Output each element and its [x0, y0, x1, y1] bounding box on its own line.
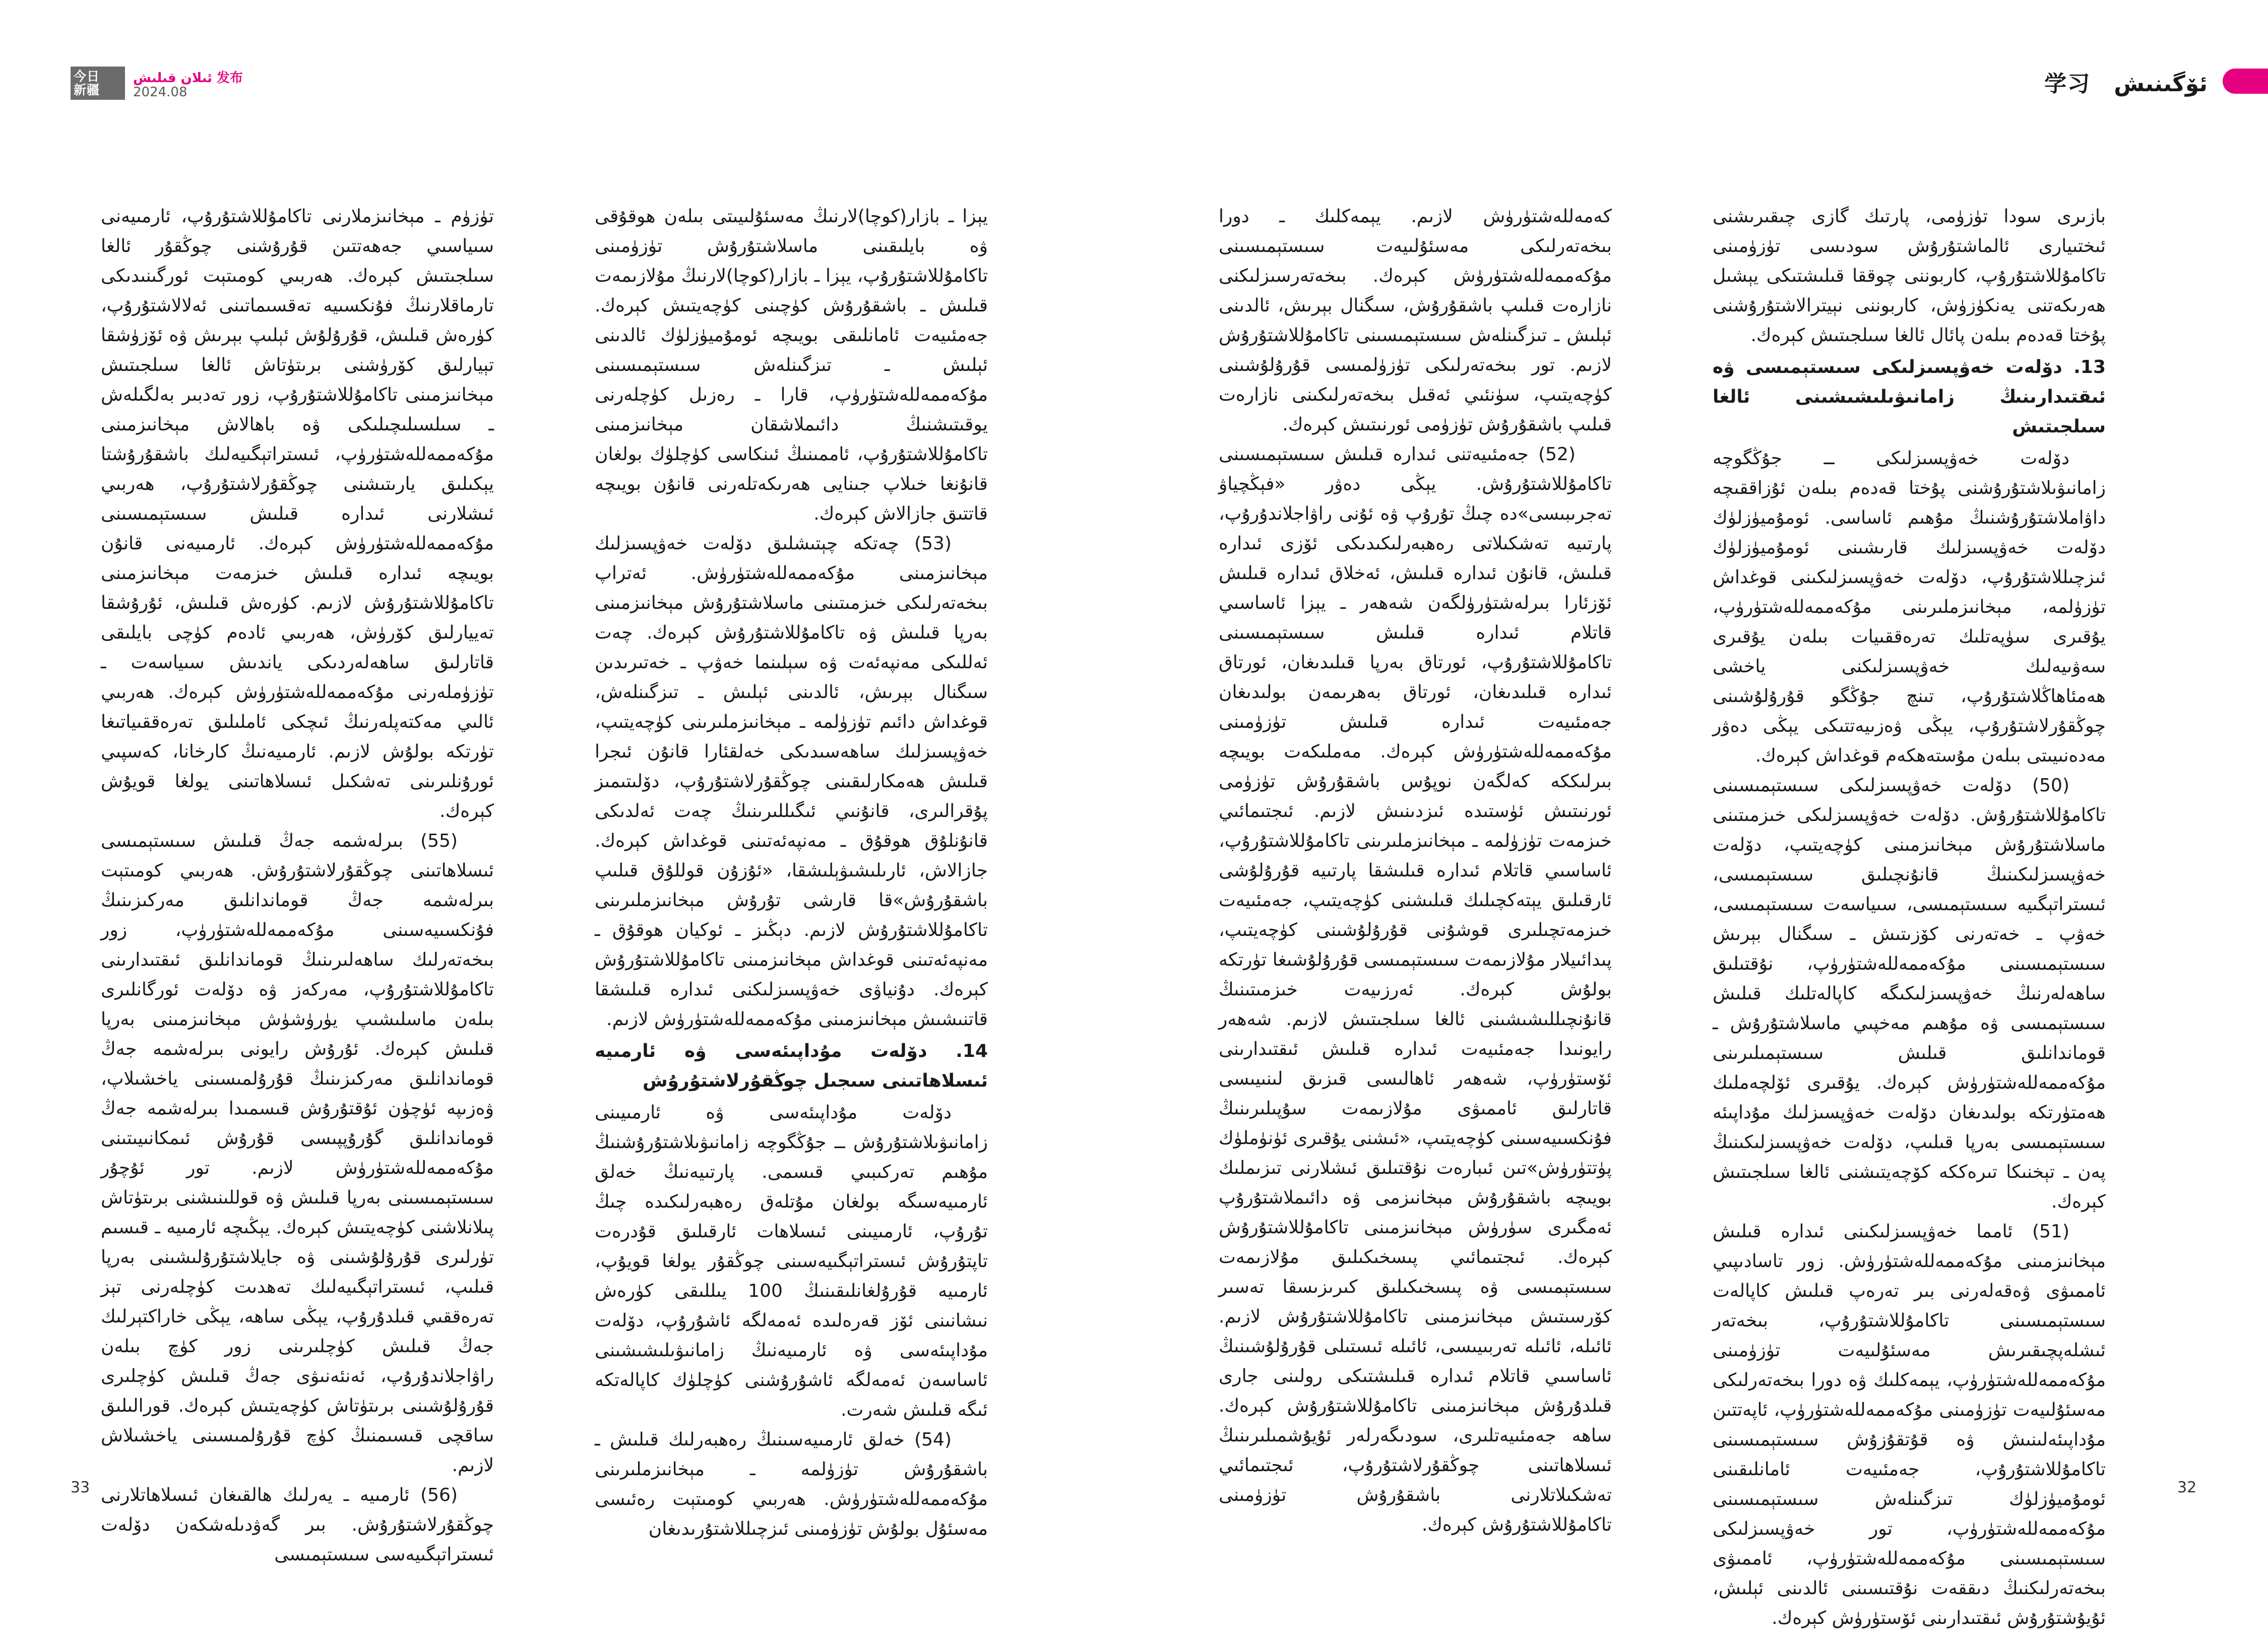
text-column-3 [1219, 202, 1612, 1535]
section-subheading: 14. دۆلەت مۇداپىئەسى ۋە ئارمىيە ئىسلاھاتىنى سىجىل چوڭقۇرلاشتۇرۇش [595, 1041, 988, 1091]
body-paragraph: (55) بىرلەشمە جەڭ قىلىش سىستېمىسى ئىسلاھاتىنى چوڭقۇرلاشتۇرۇش. ھەربىي كومىتېت بىرلەشمە جەڭ قوماندانلىق مەركىزىنىڭ فۇنكسىيەسىنى مۇكەممەللەشتۈرۈپ، زور بىخەتەرلىك ساھەلىرىنىڭ قوماندانلىق ئىقتىدارىنى تاكامۇللاشتۇرۇپ، مەركەز ۋە دۆلەت ئورگانلىرى بىلەن ماسلىشىپ يۈرۈشۈش مېخانىزمىنى بەرپا قىلىش كېرەك. ئۇرۇش رايونى بىرلەشمە جەڭ قوماندانلىق مەركىزىنىڭ قۇرۇلمىسىنى ياخشىلاپ، ۋەزىپە ئۈچۈن ئۇقتۇرۇش قىسمىدا بىرلەشمە جەڭ قوماندانلىق گۇرۇپپىسى قۇرۇش ئىمكانىيىتىنى مۇكەممەللەشتۈرۈش لازىم. تور ئۇچۇر سىستېمىسىنى بەرپا قىلىش ۋە قوللىنىشنى برىتۈتاش پىلانلاشنى كۈچەيتىش كېرەك. يېڭىچە ئارمىيە ـ قىسىم تۈرلىرى قۇرۇلۇشىنى ۋە جايلاشتۇرۇلىشىنى بەرپا قىلىپ، ئىستراتېگىيەلىك تەھدىت كۈچلەرنى تېز تەرەققىي قىلدۇرۇپ، يېڭى ساھە، يېڭى خاراكتېرلىك جەڭ قىلىش كۈچلىرىنى زور كۈچ بىلەن راۋاجلاندۇرۇپ، ئەنئەنىۋى جەڭ قىلىش كۈچلىرى قۇرۇلۇشىنى برىتۈتاش كۈچەيتىش كېرەك. قورالىلىق ساقچى قىسىمنىڭ كۈچ قۇرۇلمىسىنى ياخشىلاش لازىم. [101, 831, 494, 1476]
body-paragraph: بازىرى سودا تۈزۈمى، پارتىك گازى چىقىرىشنى ئىختىيارى ئالماشتۇرۇش سودىسى تۈزۈمىنى تاكامۇللاشتۇرۇپ، كاربوننى چوققا قىلىشتىكى يېشىل ھەرىكەتنى يەنكۈزۈش، كاربوننى نېيترالاشتۇرۇشنى پۇختا قەدەم بىلەن پائال ئالغا سىلجىتىش كېرەك. [1713, 206, 2106, 346]
body-paragraph: دۆلەت مۇداپىئەسى ۋە ئارمىيىنى زامانىۋىلاشتۇرۇش ــ جۇڭگوچە زامانىۋىلاشتۇرۇشنىڭ مۇھىم تەركىبىي قىسمى. پارتىيەنىڭ خەلق ئارمىيەسىگە بولغان مۇتلەق رەھبەرلىكىدە چىڭ تۇرۇپ، ئارمىيىنى ئىسلاھات ئارقىلىق قۇدرەت تاپتۇرۇش ئىستراتېگىيەسىنى چوڭقۇر يولغا قويۇپ، ئارمىيە قۇرۇلغانلىقىنىڭ 100 يىللىقى كۈرەش نىشانىنى ئۆز قەرەلىدە ئەمەلگە ئاشۇرۇپ، دۆلەت مۇداپىئەسى ۋە ئارمىيەنىڭ زامانىۋىلىشىشىنى ئاساسەن ئەمەلگە ئاشۇرۇشنى كۈچلۈك كاپالەتكە ئىگە قىلىش شەرت. [595, 1102, 988, 1420]
body-paragraph: (50) دۆلەت خەۋپسىزلىكى سىستېمىسىنى تاكامۇللاشتۇرۇش. دۆلەت خەۋپسىزلىكى خىزمىتىنى ماسلاشتۇرۇش مېخانىزمىنى كۈچەيتىپ، دۆلەت خەۋپسىزلىكىنىڭ قانۇنچىلىق سىستېمىسى، ئىستراتېگىيە سىستېمىسى، سىياسەت سىستېمىسى، خەۋپ ـ خەتەرنى كۆزىتىش ـ سىگنال بېرىش سىستېمىسىنى مۇكەممەللەشتۈرۈپ، نۇقتىلىق ساھەلەرنىڭ خەۋپسىزلىكىگە كاپالەتلىك قىلىش سىستېمىسى ۋە مۇھىم مەخپىي ماسلاشتۇرۇش ـ قوماندانلىق قىلىش سىستېمىلىرىنى مۇكەممەللەشتۈرۈش كېرەك. يۇقىرى ئۆلچەملىك ھەمتۈرتكە بولىدىغان دۆلەت خەۋپسىزلىك مۇداپىئە سىستېمىسى بەرپا قىلىپ، دۆلەت خەۋپسىزلىكىنىڭ پەن ـ تېخنىكا تىرەككە كۆچەيتىشنى ئالغا سىلجىتىش كېرەك. [1713, 775, 2106, 1212]
body-paragraph: دۆلەت خەۋپسىزلىكى ــ جۇڭگوچە زامانىۋىلاشتۇرۇشنى پۇختا قەدەم بىلەن ئۇزاققىچە داۋاملاشتۇرۇشنىڭ مۇھىم ئاساسى. ئومۇميۈزلۈك دۆلەت خەۋپسىزلىك قارىشىنى ئومۇميۈزلۈك ئىزچىللاشتۇرۇپ، دۆلەت خەۋپسىزلىكىنى قوغداش تۈزۈلمە، مېخانىزملىرىنى مۇكەممەللەشتۈرۈپ، يۇقىرى سۈپەتلىك تەرەققىيات بىلەن يۇقىرى سەۋىيەلىك خەۋپسىزلىكنى ياخشى ھەمئاھاڭلاشتۇرۇپ، تىنچ جۇڭگو قۇرۇلۇشىنى چوڭقۇرلاشتۇرۇپ، يېڭى ۋەزىيەتتىكى يېڭى دەۋر مەدەنىيىتى بىلەن مۇستەھكەم قوغداش كېرەك. [1713, 448, 2106, 766]
issue-title-accent: 发布 [217, 71, 243, 86]
section-subheading: 13. دۆلەت خەۋپسىزلىكى سىستېمىسى ۋە ئىقتىدارىنىڭ زامانىۋىلىشىشىنى ئالغا سىلجىتىش [1713, 357, 2106, 437]
issue-date: 2024.08 [133, 85, 187, 100]
body-paragraph: تۈزۈم ـ مېخانىزملارنى تاكامۇللاشتۇرۇپ، ئارمىيەنى سىياسىي جەھەتتىن قۇرۇشنى چوڭقۇر ئالغا سىلجىتىش كېرەك. ھەربىي كومىتېت ئورگىنىدىكى تارماقلارنىڭ فۇنكسىيە تەقسىماتىنى ئەلالاشتۇرۇپ، كۈرەش قىلىش، قۇرۇلۇش ئېلىپ بېرىش ۋە ئۆزۈشقا تېيارلىق كۆرۈشنى برىتۈتاش ئالغا سىلجىتىش مېخانىزمىنى تاكامۇللاشتۇرۇپ، زور تەدبىر بەلگىلەش ـ سىلسىلىچىلىكى ۋە باھالاش مېخانىزمىنى مۇكەممەللەشتۈرۈپ، ئىستراتېگىيەلىك باشقۇرۇشتا يېكىلىق يارىتىشنى چوڭقۇرلاشتۇرۇپ، ھەربىي ئىشلارنى ئىدارە قىلىش سىستېمىسىنى مۇكەممەللەشتۈرۈش كېرەك. ئارمىيەنى قانۇن بويىچە ئىدارە قىلىش خىزمەت مېخانىزمىنى تاكامۇللاشتۇرۇش لازىم. كۈرەش قىلىش، ئۇرۇشقا تەييارلىق كۆرۈش، ھەربىي ئادەم كۈچى بايلىقى قاتارلىق ساھەلەردىكى ياندىش سىياسەت ـ تۈزۈملەرنى مۇكەممەللەشتۈرۈش كېرەك. ھەربىي ئالىي مەكتەپلەرنىڭ ئىچكى ئاملىلىق تەرەققىياتىغا تۈرتكە بولۇش لازىم. ئارمىيەنىڭ كارخانا، كەسپىي ئورۇنلىرىنى تەشكىل ئىسلاھاتىنى يولغا قويۇش كېرەك. [101, 206, 494, 822]
body-paragraph: (51) ئامما خەۋپسىزلىكىنى ئىدارە قىلىش مېخانىزمىنى مۇكەممەللەشتۈرۈش. زور تاسادىپىي ئاممىۋى ۋەقەلەرنى بىر تەرەپ قىلىش كاپالەت سىستېمىسىنى تاكامۇللاشتۇرۇپ، بىخەتەر ئىشلەپچىقىرىش مەسئۇلىيەت تۈزۈمىنى مۇكەممەللەشتۈرۈپ، يېمەكلىك ۋە دورا بىخەتەرلىكى مەسئۇلىيەت تۈزۈمىنى مۇكەممەللەشتۈرۈپ، ئاپەتتىن مۇداپىئەلىنىش ۋە قۇتقۇزۇش سىستېمىسىنى تاكامۇللاشتۇرۇپ، جەمئىيەت ئامانلىقىنى ئومۇميۈزلۈك تىزگىنلەش سىستېمىسىنى مۇكەممەللەشتۈرۈپ، تور خەۋپسىزلىكى سىستېمىسىنى مۇكەممەللەشتۈرۈپ، ئاممىۋى بىخەتەرلىكنىڭ دىققەت نۇقتىسىنى ئالدىنى ئېلىش، ئۇيۇشتۇرۇش ئىقتىدارىنى ئۆستۈرۈش كېرەك. [1713, 1221, 2106, 1628]
logo-line1: 今日 [74, 69, 100, 84]
logo-line2: 新疆 [74, 83, 100, 97]
text-column-4 [1713, 202, 2106, 1628]
body-paragraph: يېزا ـ بازار(كوچا)لارنىڭ مەسئۇلىيىتى بىلەن ھوقۇقى ۋە بايلىقىنى ماسلاشتۇرۇش تۈزۈمىنى تاكامۇللاشتۇرۇپ، يېزا ـ بازار(كوچا)لارنىڭ مۇلازىمەت قىلىش ـ باشقۇرۇش كۈچىنى كۈچەيتىش كېرەك. جەمئىيەت ئامانلىقى بويىچە ئومۇميۈزلۈك ئالدىنى ئېلىش ـ تىزگىنلەش سىستېمىسىنى مۇكەممەللەشتۈرۈپ، قارا ـ رەزىل كۈچلەرنى يوقىتىشنىڭ دائىملاشقان مېخانىزمىنى تاكامۇللاشتۇرۇپ، ئاممىنىڭ ئىنكاسى كۈچلۈك بولغان قانۇنغا خىلاپ جىنايى ھەرىكەتلەرنى قانۇن بويىچە قاتتىق جازالاش كېرەك. [595, 206, 988, 524]
body-paragraph: (54) خەلق ئارمىيەسىنىڭ رەھبەرلىك قىلىش ـ باشقۇرۇش تۈزۈلمە ـ مېخانىزملىرىنى مۇكەممەللەشتۈرۈش. ھەربىي كومىتېت رەئىسى مەسئۇل بولۇش تۈزۈمىنى ئىزچىللاشتۇرىدىغان [595, 1429, 988, 1539]
body-paragraph: (56) ئارمىيە ـ يەرلىك ھالقىغان ئىسلاھاتلارنى چوڭقۇرلاشتۇرۇش. بىر گەۋدىلەشكەن دۆلەت ئىستراتېگىيەسى سىستېمىسى [101, 1485, 494, 1565]
section-title-ug: ئۆگىنىش [2114, 71, 2208, 97]
magazine-logo [71, 67, 125, 100]
left-page-header [71, 67, 282, 100]
section-tab-marker [2223, 69, 2268, 94]
text-column-1 [101, 202, 494, 1565]
right-page-header [1925, 60, 2268, 101]
page-number-right: 32 [2177, 1479, 2197, 1496]
issue-title-text: ئىلان قىلىش [133, 71, 212, 86]
body-paragraph: كەمەللەشتۈرۈش لازىم. يېمەكلىك ـ دورا بىخەتەرلىكى مەسئۇلىيەت سىستېمىسىنى مۇكەممەللەشتۈرۈش كېرەك. بىخەتەرسىزلىكنى نازارەت قىلىپ باشقۇرۇش، سىگنال بېرىش، ئالدىنى ئېلىش ـ تىزگىنلەش سىستېمىسىنى تاكامۇللاشتۇرۇش لازىم. تور بىخەتەرلىكى تۈزۈلمىسى قۇرۇلۇشىنى كۈچەيتىپ، سۈنئىي ئەقىل بىخەتەرلىكىنى نازارەت قىلىپ باشقۇرۇش تۈزۈمى ئورنىتىش كېرەك. [1219, 206, 1612, 435]
text-column-2 [595, 202, 988, 1539]
body-paragraph: (52) جەمئىيەتنى ئىدارە قىلىش سىستېمىسىنى تاكامۇللاشتۇرۇش. يېڭى دەۋر «فېڭچياۋ تەجرىبىسى»دە چىڭ تۇرۇپ ۋە ئۇنى راۋاجلاندۇرۇپ، پارتىيە تەشكىلاتى رەھبەرلىكىدىكى ئۆزى ئىدارە قىلىش، قانۇن ئىدارە قىلىش، ئەخلاق ئىدارە قىلىش ئۆزئارا بىرلەشتۈرۈلگەن شەھەر ـ يېزا ئاساسىي قاتلام ئىدارە قىلىش سىستېمىسىنى تاكامۇللاشتۇرۇپ، ئورتاق بەرپا قىلىدىغان، ئورتاق ئىدارە قىلىدىغان، ئورتاق بەھرىمەن بولىدىغان جەمئىيەت ئىدارە قىلىش تۈزۈمىنى مۇكەممەللەشتۈرۈش كېرەك. مەملىكەت بويىچە بىرلىككە كەلگەن نوپۇس باشقۇرۇش تۈزۈمى ئورنىتىش ئۈستىدە ئىزدىنىش لازىم. ئىجتىمائىي خىزمەت تۈزۈلمە ـ مېخانىزملىرىنى تاكامۇللاشتۇرۇپ، ئاساسىي قاتلام ئىدارە قىلىشقا پارتىيە قۇرۇلۇشى ئارقىلىق يېتەكچىلىك قىلىشنى كۈچەيتىپ، جەمئىيەت خىزمەتچىلىرى قوشۇنى قۇرۇلۇشىنى كۈچەيتىپ، پىدائىيلار مۇلازىمەت سىستېمىسى قۇرۇلۇشىغا تۈرتكە بولۇش كېرەك. ئەرزىيەت خىزمىتىنىڭ قانۇنچىللىشىشىنى ئالغا سىلجىتىش لازىم. شەھەر رايونىدا جەمئىيەت ئىدارە قىلىش ئىقتىدارىنى ئۆستۈرۈپ، شەھەر ئاھالىسى قىزىق لىنىيىسى قاتارلىق ئاممىۋى مۇلازىمەت سۇپىلىرىنىڭ فۇنكسىيەسىنى كۈچەيتىپ، «ئىشنى يۇقىرى ئۈنۈملۈك پۈتتۈرۈش»تىن ئىبارەت نۇقتىلىق ئىشلارنى تىزىملىك بويىچە باشقۇرۇش مېخانىزمى ۋە دائىملاشتۇرۇپ ئەمگىرى سۈرۈش مېخانىزمىنى تاكامۇللاشتۇرۇش كېرەك. ئىجتىمائىي پىسخىكىلىق مۇلازىمەت سىستېمىسى ۋە پىسخىكىلىق كىرىزىسقا تەسىر كۆرسىتىش مېخانىزمىنى تاكامۇللاشتۇرۇش لازىم. ئائىلە، ئائىلە تەربىيىسى، ئائىلە ئىستىلى قۇرۇلۇشىنىڭ ئاساسىي قاتلام ئىدارە قىلىشتىكى رولىنى جارى قىلدۇرۇش مېخانىزمىنى تاكامۇللاشتۇرۇش كېرەك. ساھە جەمئىيەتلىرى، سودىگەرلەر ئۇيۇشمىلىرىنىڭ ئىسلاھاتىنى چوڭقۇرلاشتۇرۇپ، ئىجتىمائىي تەشكىلاتلارنى باشقۇرۇش تۈزۈمىنى تاكامۇللاشتۇرۇش كېرەك. [1219, 444, 1612, 1535]
issue-title [133, 68, 243, 86]
page-number-left: 33 [71, 1479, 90, 1496]
section-title [2044, 66, 2208, 98]
body-paragraph: (53) چەتكە چېتىشلىق دۆلەت خەۋپسىزلىك مېخانىزمىنى مۇكەممەللەشتۈرۈش. ئەتراپ بىخەتەرلىكى خىزمىتىنى ماسلاشتۇرۇش مېخانىزمىنى بەرپا قىلىش ۋە تاكامۇللاشتۇرۇش كېرەك. چەت ئەللىكى مەنپەئەت ۋە سېلىنما خەۋپ ـ خەتىرىدىن سىگنال بېرىش، ئالدىنى ئېلىش ـ تىزگىنلەش، قوغداش دائىم تۈزۈلمە ـ مېخانىزملىرىنى كۈچەيتىپ، خەۋپسىزلىك ساھەسىدىكى خەلقئارا قانۇن ئىجرا قىلىش ھەمكارلىقىنى چوڭقۇرلاشتۇرۇپ، دۆلىتىمىز پۇقرالىرى، قانۇنىي ئىگىللىرىنىڭ چەت ئەلدىكى قانۇنلۇق ھوقۇق ـ مەنپەئەتىنى قوغداش كېرەك. جازالاش، ئارىلىشىۋېلىشقا، «ئۇزۇن قوللۇق قىلىپ باشقۇرۇش»قا قارشى تۇرۇش مېخانىزملىرىنى تاكامۇللاشتۇرۇش لازىم. دېڭىز ـ ئوكيان ھوقۇق ـ مەنپەئەتىنى قوغداش مېخانىزمىنى تاكامۇللاشتۇرۇش كېرەك. دۇنياۋى خەۋپسىزلىكنى ئىدارە قىلىشقا قاتنىشىش مېخانىزمىنى مۇكەممەللەشتۈرۈش لازىم. [595, 533, 988, 1030]
section-title-zh: 学习 [2044, 71, 2091, 97]
